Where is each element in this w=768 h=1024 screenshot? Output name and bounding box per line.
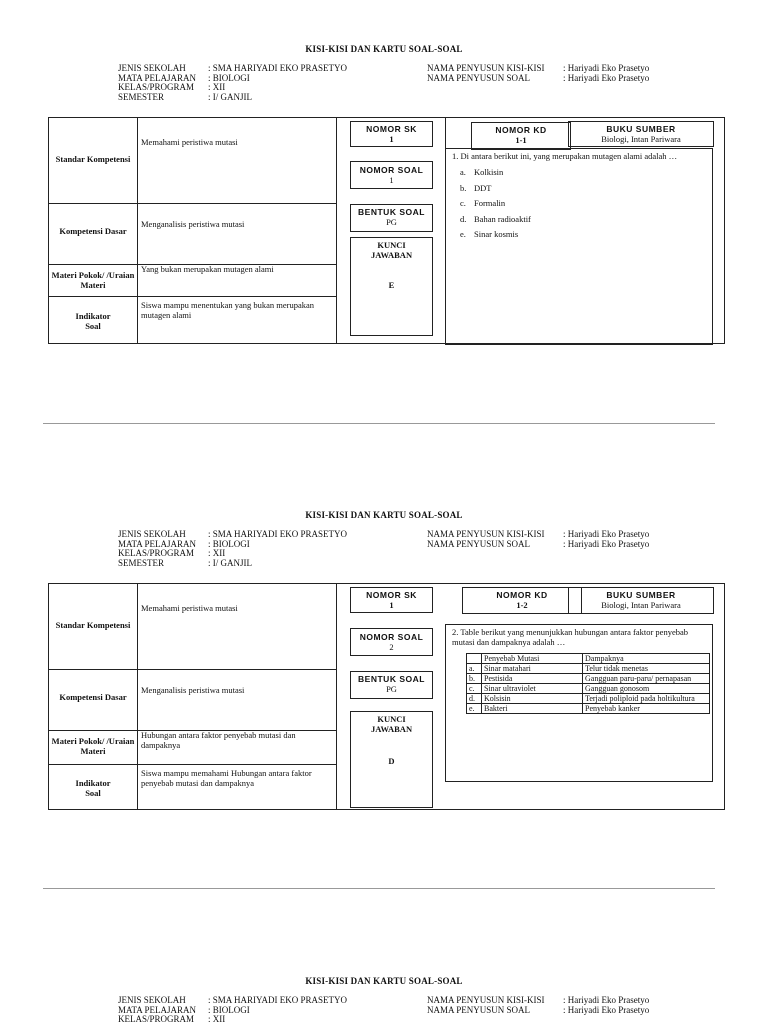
divider	[137, 584, 138, 809]
divider	[336, 584, 337, 809]
info-labels-left: JENIS SEKOLAH MATA PELAJARAN KELAS/PROGRAM SEMESTER	[118, 63, 197, 102]
materi-value: Hubungan antara faktor penyebab mutasi dan dampaknya	[141, 730, 296, 750]
table-header-row: Penyebab Mutasi Dampaknya	[467, 654, 710, 664]
buku-sumber-box: BUKU SUMBER Biologi, Intan Pariwara	[568, 121, 714, 147]
list-item: b. DDT	[460, 182, 492, 193]
buku-sumber-box: BUKU SUMBER Biologi, Intan Pariwara	[568, 587, 714, 614]
divider	[137, 118, 138, 343]
materi-value: Yang bukan merupakan mutagen alami	[141, 264, 274, 274]
divider	[49, 764, 336, 765]
kompetensi-value: Menganalisis peristiwa mutasi	[141, 685, 245, 695]
options-list	[460, 167, 531, 245]
list-item: e. Sinar kosmis	[460, 229, 519, 239]
kompetensi-value: Menganalisis peristiwa mutasi	[141, 219, 245, 229]
info-values-left: : SMA HARIYADI EKO PRASETYO : BIOLOGI : XII : I/ GANJIL	[208, 529, 348, 568]
divider	[49, 296, 336, 297]
info-values-right: : Hariyadi Eko Prasetyo : Hariyadi Eko Prasetyo	[563, 63, 650, 83]
materi-label: Materi Pokok/ /Uraian Materi	[51, 270, 135, 290]
info-labels-left: JENIS SEKOLAH MATA PELAJARAN KELAS/PROGRAM SEMESTER	[118, 529, 197, 568]
page-divider	[43, 888, 715, 889]
table-row: a. Sinar matahari Telur tidak menetas	[467, 664, 710, 674]
kunci-box: KUNCI JAWABAN E	[350, 237, 433, 336]
standar-label: Standar Kompetensi	[55, 154, 131, 164]
table-row: d. Kolsisin Terjadi poliploid pada holtikultura	[467, 694, 710, 704]
info-labels-right: NAMA PENYUSUN KISI-KISI NAMA PENYUSUN SOAL	[427, 63, 545, 83]
list-item: c. Formalin	[460, 198, 506, 208]
nomor-soal-box: NOMOR SOAL 2	[350, 628, 433, 656]
standar-value: Memahami peristiwa mutasi	[141, 137, 238, 147]
info-values-left: : SMA HARIYADI EKO PRASETYO : BIOLOGI : XII	[208, 995, 348, 1024]
nomor-soal-box: NOMOR SOAL 1	[350, 161, 433, 189]
question-text: 2. Table berikut yang menunjukkan hubungan antara faktor penyebab mutasi dan dampaknya adalah …	[452, 627, 688, 647]
table-row: c. Sinar ultraviolet Gangguan gonosom	[467, 684, 710, 694]
bentuk-soal-box: BENTUK SOAL PG	[350, 671, 433, 699]
question-area	[445, 148, 713, 345]
standar-label: Standar Kompetensi	[55, 620, 131, 630]
standar-value: Memahami peristiwa mutasi	[141, 603, 238, 613]
indikator-label: Indikator Soal	[75, 311, 111, 331]
table-row: b. Pestisida Gangguan paru-paru/ pernapasan	[467, 674, 710, 684]
card-3	[0, 976, 768, 1024]
doc-title: KISI-KISI DAN KARTU SOAL-SOAL	[305, 510, 463, 520]
question-text: 1. Di antara berikut ini, yang merupakan mutagen alami adalah …	[452, 151, 678, 161]
materi-label: Materi Pokok/ /Uraian Materi	[51, 736, 135, 756]
info-labels-right: NAMA PENYUSUN KISI-KISI NAMA PENYUSUN SOAL	[427, 995, 545, 1015]
kompetensi-label: Kompetensi Dasar	[59, 692, 127, 702]
card-1	[0, 44, 768, 404]
card-table	[48, 117, 725, 344]
info-values-right: : Hariyadi Eko Prasetyo : Hariyadi Eko Prasetyo	[563, 995, 650, 1015]
nomor-sk-box: NOMOR SK 1	[350, 121, 433, 147]
nomor-sk-box: NOMOR SK 1	[350, 587, 433, 613]
info-labels-left: JENIS SEKOLAH MATA PELAJARAN KELAS/PROGRAM	[118, 995, 197, 1024]
nomor-kd-box: NOMOR KD 1-2	[462, 587, 582, 614]
info-values-left: : SMA HARIYADI EKO PRASETYO : BIOLOGI : XII : I/ GANJIL	[208, 63, 348, 102]
answer-table	[466, 653, 710, 714]
card-table	[48, 583, 725, 810]
nomor-kd-box: NOMOR KD 1-1	[471, 122, 571, 150]
indikator-value: Siswa mampu menentukan yang bukan merupakan mutagen alami	[141, 300, 315, 320]
question-area	[445, 624, 713, 782]
divider	[49, 669, 336, 670]
doc-title: KISI-KISI DAN KARTU SOAL-SOAL	[305, 976, 463, 986]
indikator-label: Indikator Soal	[75, 778, 111, 798]
list-item: a. Kolkisin	[460, 167, 504, 177]
indikator-value: Siswa mampu memahami Hubungan antara faktor penyebab mutasi dan dampaknya	[141, 768, 312, 788]
info-labels-right: NAMA PENYUSUN KISI-KISI NAMA PENYUSUN SOAL	[427, 529, 545, 549]
kompetensi-label: Kompetensi Dasar	[59, 226, 127, 236]
card-2	[0, 510, 768, 870]
bentuk-soal-box: BENTUK SOAL PG	[350, 204, 433, 232]
table-row: e. Bakteri Penyebab kanker	[467, 704, 710, 714]
kunci-value: E	[388, 280, 395, 290]
kunci-box: KUNCI JAWABAN D	[350, 711, 433, 808]
divider	[49, 203, 336, 204]
doc-title: KISI-KISI DAN KARTU SOAL-SOAL	[305, 44, 463, 54]
kunci-value: D	[388, 756, 395, 766]
list-item: d. Bahan radioaktif	[460, 213, 531, 224]
info-values-right: : Hariyadi Eko Prasetyo : Hariyadi Eko Prasetyo	[563, 529, 650, 549]
page-divider	[43, 423, 715, 424]
divider	[336, 118, 337, 343]
